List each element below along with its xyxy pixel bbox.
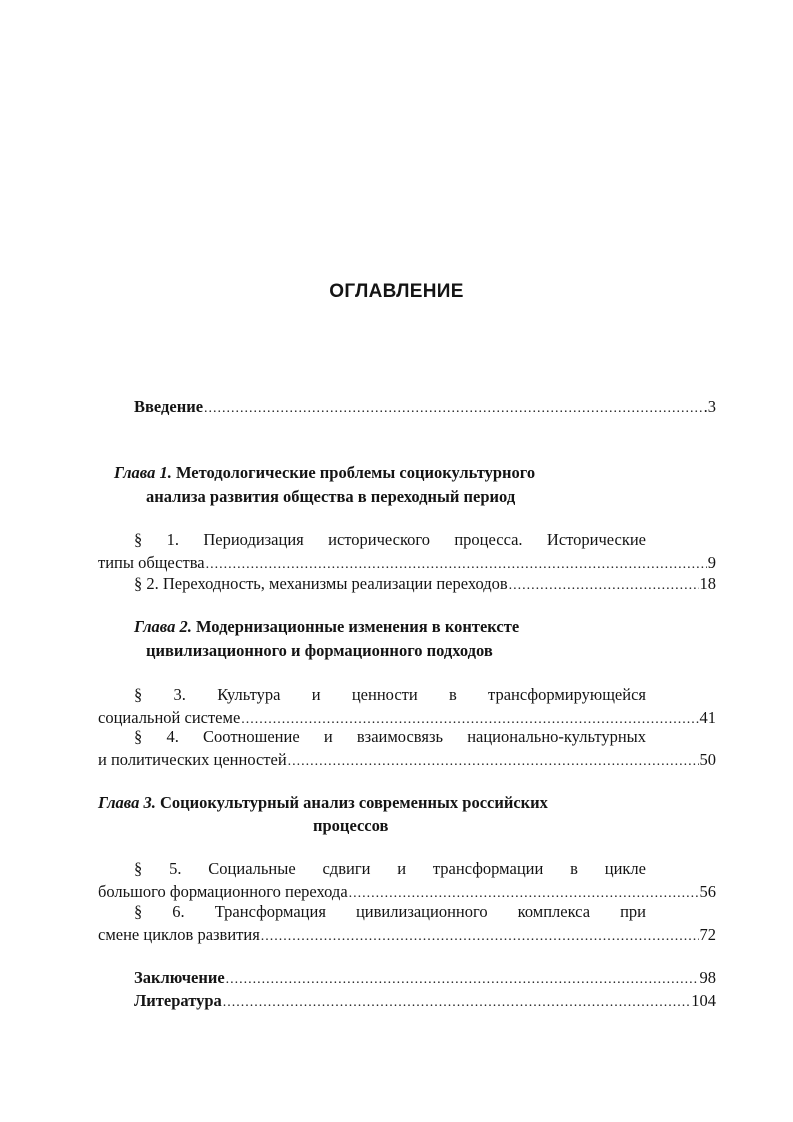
chapter-2-number: Глава 2. [134,617,192,636]
section-3-line2: социальной системе [98,708,241,727]
section-6-line2: смене циклов развития [98,925,260,944]
chapter-1-number: Глава 1. [114,463,172,482]
chapter-3-title-line2: процессов [313,816,389,835]
toc-intro-page: .3 [703,397,716,416]
toc-intro-label: Введение [134,397,204,416]
toc-entry-section-3[interactable] [98,683,716,731]
toc-conclusion-label: Заключение [134,968,225,987]
chapter-1-title-line1: Методологические проблемы социокультурного [175,463,536,482]
toc-literature-label: Литература [134,991,222,1010]
chapter-1-heading [114,461,535,485]
chapter-1-title-line2: анализа развития общества в переходный период [146,487,516,506]
chapter-2-title-line1: Модернизационные изменения в контексте [195,617,520,636]
section-1-line1: § 1. Периодизация исторического процесса. Исторические [134,530,646,549]
section-2-page: 18 [699,574,716,593]
dot-leader [261,925,699,948]
dot-leader [204,397,703,420]
section-1-line2: типы общества [98,553,205,572]
toc-literature-page: 104 [691,991,716,1010]
toc-entry-section-2[interactable] [134,572,716,597]
page-title: ОГЛАВЛЕНИЕ [329,281,464,302]
section-3-line1: § 3. Культура и ценности в трансформирующейся [134,685,646,704]
dot-leader [223,991,690,1014]
toc-entry-section-1[interactable] [98,528,716,576]
toc-entry-section-6[interactable] [98,900,716,948]
toc-entry-conclusion[interactable] [134,966,716,991]
chapter-3-title-line1: Социокультурный анализ современных российских [159,793,548,812]
section-1-page: 9 [707,553,716,572]
section-5-line2: большого формационного перехода [98,882,348,901]
dot-leader [226,968,699,991]
chapter-2-heading [134,615,519,639]
section-4-page: 50 [699,750,716,769]
toc-entry-intro[interactable] [134,395,716,420]
section-5-page: 56 [699,882,716,901]
section-5-line1: § 5. Социальные сдвиги и трансформации в цикле [134,859,646,878]
section-6-page: 72 [699,925,716,944]
section-4-line1: § 4. Соотношение и взаимосвязь национально-культурных [134,727,646,746]
section-4-line2: и политических ценностей [98,750,287,769]
chapter-3-heading [98,791,548,815]
dot-leader [288,750,699,773]
toc-conclusion-page: 98 [699,968,716,987]
toc-entry-section-4[interactable] [98,725,716,773]
section-3-page: 41 [699,708,716,727]
chapter-3-number: Глава 3. [98,793,156,812]
toc-entry-literature[interactable] [134,989,716,1014]
section-2-text: § 2. Переходность, механизмы реализации переходов [134,574,508,593]
chapter-2-title-line2: цивилизационного и формационного подходов [146,641,493,660]
toc-entry-section-5[interactable] [98,857,716,905]
dot-leader [509,574,699,597]
section-6-line1: § 6. Трансформация цивилизационного комплекса при [134,902,646,921]
